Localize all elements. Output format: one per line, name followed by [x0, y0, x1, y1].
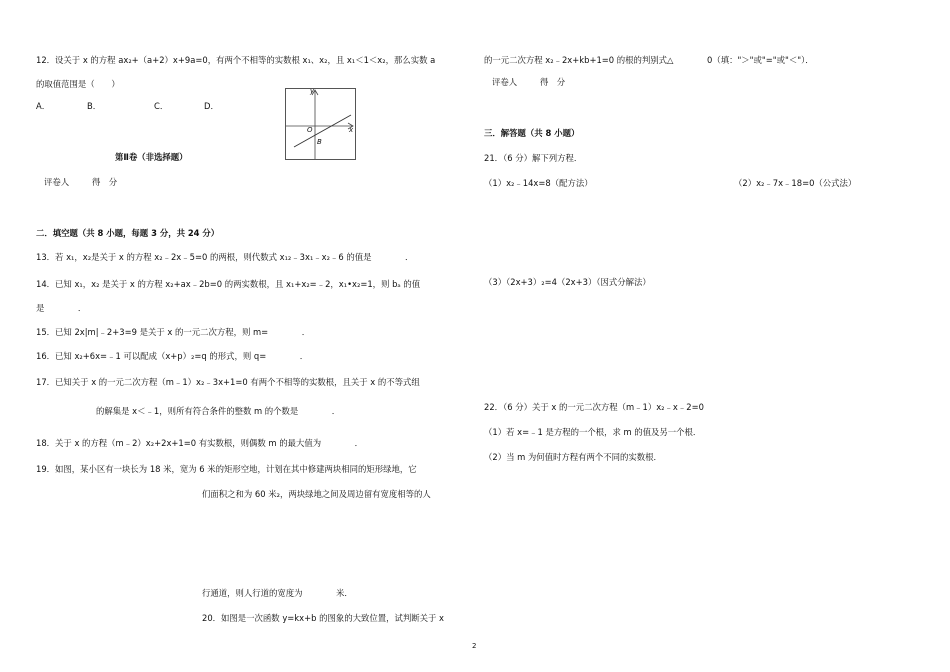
graph-origin-label: O	[307, 126, 313, 134]
q12-line2: 的取值范围是（ ）	[36, 79, 120, 89]
question-17-line2: 的解集是 x＜﹣1，则所有符合条件的整数 m 的个数是 ．	[96, 406, 341, 416]
question-18: 18．关于 x 的方程（m﹣2）x₂+2x+1=0 有实数根，则偶数 m 的最大值为 ．	[36, 438, 363, 448]
function-line	[294, 115, 354, 147]
right-score-label: 得 分	[540, 77, 566, 87]
graph-y-label: y	[310, 87, 315, 95]
question-16: 16．已知 x₂+6x=﹣1 可以配成（x+p）₂=q 的形式，则 q= ．	[36, 351, 309, 361]
part2-title: 第Ⅱ卷（非选择题）	[115, 152, 188, 162]
question-21-part2: （2）x₂﹣7x﹣18=0（公式法）	[734, 178, 857, 188]
question-21-part3: （3）（2x+3）₂=4（2x+3）（因式分解法）	[484, 277, 651, 287]
q12-option-b: B．	[87, 101, 102, 111]
q12-option-d: D．	[204, 101, 219, 111]
section3-title: 三．解答题（共 8 小题）	[484, 128, 580, 138]
question-21: 21．（6 分）解下列方程．	[484, 153, 583, 163]
question-21-part1: （1）x₂﹣14x=8（配方法）	[484, 178, 593, 188]
left-scorer-label: 评卷人	[44, 177, 70, 187]
question-20: 20．如图是一次函数 y=kx+b 的图象的大致位置，试判断关于 x	[202, 613, 444, 623]
left-score-label: 得 分	[92, 177, 118, 187]
question-14-line2: 是 ．	[36, 303, 87, 313]
right-scorer-label: 评卷人	[492, 77, 518, 87]
section2-title: 二．填空题（共 8 小题，每题 3 分，共 24 分）	[36, 228, 220, 238]
question-19-line2: 们面积之和为 60 米₂，两块绿地之间及周边留有宽度相等的人	[202, 489, 431, 499]
linear-function-graph	[285, 88, 356, 160]
question-13: 13．若 x₁，x₂是关于 x 的方程 x₂﹣2x﹣5=0 的两根，则代数式 x₁₂﹣3x₁﹣x₂﹣6 的值是 ．	[36, 252, 414, 262]
page-number: 2	[472, 642, 477, 650]
q12-line1: 12．设关于 x 的方程 ax₂+（a+2）x+9a=0，有两个不相等的实数根 x₁、x₂，且 x₁＜1＜x₂，那么实数 a	[36, 55, 436, 65]
question-14-line1: 14．已知 x₁，x₂ 是关于 x 的方程 x₂+ax﹣2b=0 的两实数根，且 x₁+x₂=﹣2，x₁•x₂=1，则 bₐ 的值	[36, 279, 421, 289]
question-17-line1: 17．已知关于 x 的一元二次方程（m﹣1）x₂﹣3x+1=0 有两个不相等的实数根，且关于 x 的不等式组	[36, 377, 420, 387]
q12-option-a: A．	[36, 101, 51, 111]
question-20-continued: 的一元二次方程 x₂﹣2x+kb+1=0 的根的判别式△ 0（填："＞"或"="或"＜"）．	[484, 55, 814, 65]
question-22-part1: （1）若 x=﹣1 是方程的一个根，求 m 的值及另一个根．	[484, 427, 702, 437]
q12-option-c: C．	[154, 101, 169, 111]
question-22-part2: （2）当 m 为何值时方程有两个不同的实数根．	[484, 452, 662, 462]
graph-point-b-label: B	[317, 138, 322, 146]
question-19-line1: 19．如图，某小区有一块长为 18 米，宽为 6 米的矩形空地，计划在其中修建两块相同的矩形绿地，它	[36, 464, 417, 474]
question-15: 15．已知 2x|m|﹣2+3=9 是关于 x 的一元二次方程，则 m= ．	[36, 327, 311, 337]
question-22: 22．（6 分）关于 x 的一元二次方程（m﹣1）x₂﹣x﹣2=0	[484, 402, 704, 412]
question-19-line3: 行通道，则人行道的宽度为 米．	[202, 588, 353, 598]
graph-x-label: x	[349, 126, 354, 134]
